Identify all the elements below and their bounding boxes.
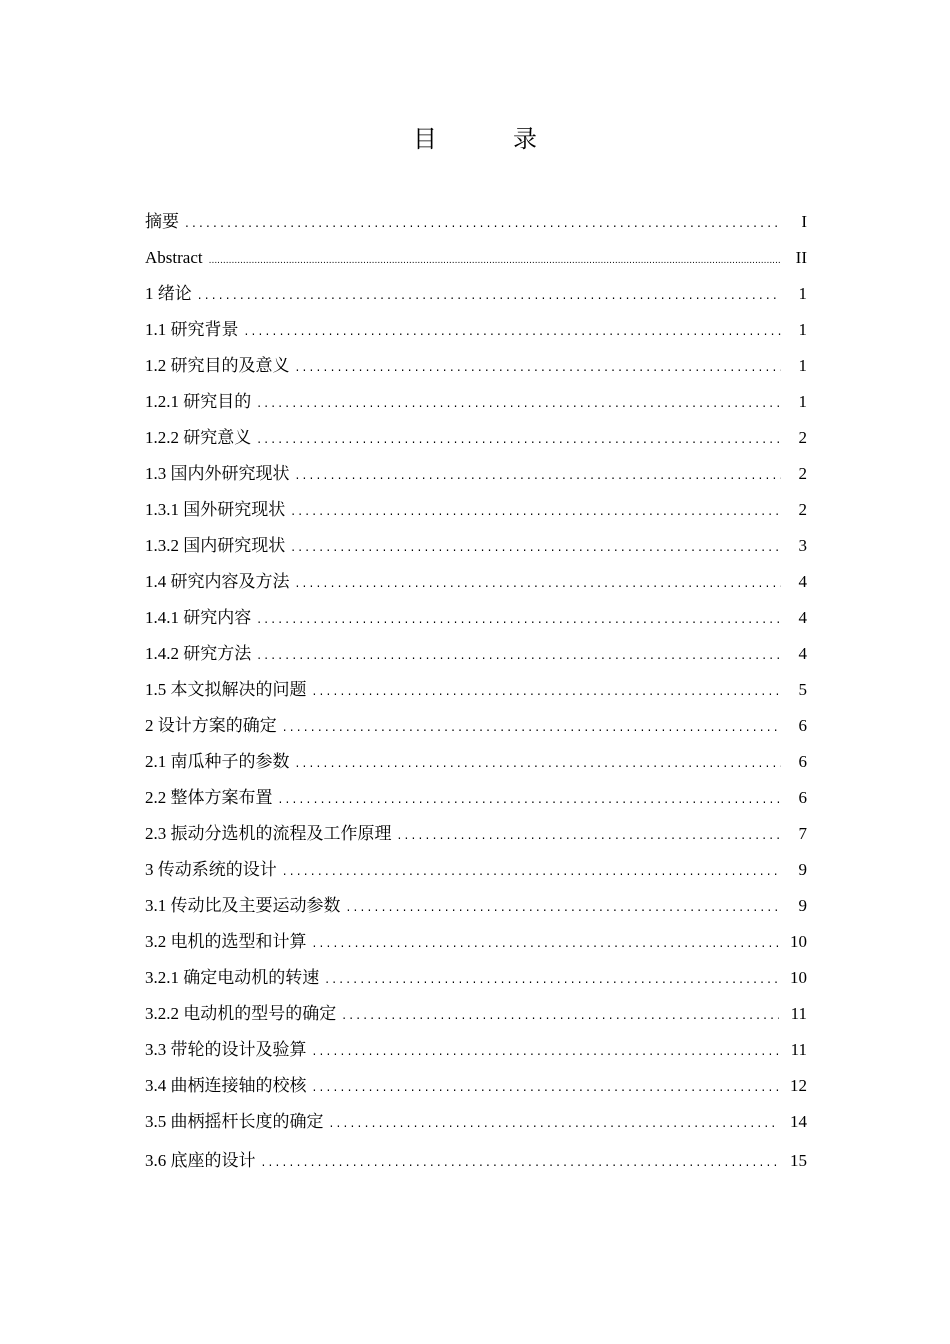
toc-leader-dots	[342, 997, 779, 1033]
toc-leader-dots	[262, 1144, 780, 1180]
toc-entry-abstract-cn[interactable]	[145, 204, 807, 240]
page-title: 目 录	[413, 125, 563, 153]
toc-entry-page: 2	[798, 500, 807, 519]
toc-entry-label: 3.2.2 电动机的型号的确定	[145, 1004, 337, 1023]
toc-entry-label: Abstract	[145, 248, 203, 267]
toc-leader-dots	[291, 493, 781, 529]
toc-entry-label: 1.4.2 研究方法	[145, 644, 252, 663]
toc-leader-dots	[257, 421, 781, 457]
toc-entry[interactable]	[145, 816, 807, 852]
toc-entry-label: 3.6 底座的设计	[145, 1151, 256, 1170]
toc-entry[interactable]	[145, 1104, 807, 1140]
toc-entry-page: I	[801, 212, 807, 231]
toc-leader-dots	[296, 349, 782, 385]
toc-entry-page: 4	[798, 644, 807, 663]
toc-entry-abstract-en[interactable]	[145, 240, 807, 276]
toc-leader-dots	[245, 313, 782, 349]
toc-entry-label: 1 绪论	[145, 284, 192, 303]
toc-entry-label: 1.2 研究目的及意义	[145, 356, 290, 375]
toc-leader-dots	[296, 565, 782, 601]
toc-entry[interactable]	[145, 1032, 807, 1068]
toc-leader-dots	[198, 277, 781, 313]
toc-entry[interactable]	[145, 312, 807, 348]
toc-leader-dots	[296, 457, 782, 493]
toc-entry-label: 1.3 国内外研究现状	[145, 464, 290, 483]
toc-entry[interactable]	[145, 276, 807, 312]
toc-leader-dots	[257, 637, 781, 673]
toc-leader-dots	[257, 601, 781, 637]
toc-entry-page: 9	[798, 860, 807, 879]
toc-entry-label: 1.2.2 研究意义	[145, 428, 252, 447]
toc-entry-page: 6	[798, 788, 807, 807]
toc-entry[interactable]	[145, 708, 807, 744]
toc-entry[interactable]	[145, 924, 807, 960]
toc-entry[interactable]	[145, 636, 807, 672]
toc-entry-label: 3.4 曲柄连接轴的校核	[145, 1076, 307, 1095]
toc-entry-label: 3.3 带轮的设计及验算	[145, 1040, 307, 1059]
toc-entry[interactable]	[145, 852, 807, 888]
toc-entry-page: 10	[790, 968, 807, 987]
toc-entry-page: 14	[790, 1112, 807, 1131]
toc-leader-dots	[185, 205, 781, 241]
toc-leader-dots	[313, 1033, 780, 1069]
toc-entry[interactable]	[145, 996, 807, 1032]
toc-entry-page: 2	[798, 428, 807, 447]
toc-entry-page: 3	[798, 536, 807, 555]
toc-entry-page: 1	[798, 392, 807, 411]
toc-entry-label: 2.2 整体方案布置	[145, 788, 273, 807]
toc-leader-dots	[398, 817, 782, 853]
toc-entry-label: 3.5 曲柄摇杆长度的确定	[145, 1112, 324, 1131]
toc-leader-dots	[313, 673, 782, 709]
toc-leader-dots	[283, 853, 781, 889]
toc-entry-page: 5	[798, 680, 807, 699]
toc-entry[interactable]	[145, 600, 807, 636]
toc-entry-label: 1.2.1 研究目的	[145, 392, 252, 411]
toc-entry[interactable]	[145, 960, 807, 996]
toc-leader-dots	[296, 745, 782, 781]
toc-entry-page: II	[795, 248, 807, 267]
toc-leader-dots	[313, 1069, 780, 1105]
toc-entry-page: 12	[790, 1076, 807, 1095]
toc-entry-label: 3.2.1 确定电动机的转速	[145, 968, 320, 987]
toc-entry-label: 1.4 研究内容及方法	[145, 572, 290, 591]
toc-entry-label: 1.4.1 研究内容	[145, 608, 252, 627]
toc-entry-label: 3.1 传动比及主要运动参数	[145, 896, 341, 915]
toc-entry[interactable]	[145, 492, 807, 528]
toc-entry-page: 6	[798, 716, 807, 735]
toc-leader-dots	[257, 385, 781, 421]
toc-entry-label: 1.5 本文拟解决的问题	[145, 680, 307, 699]
toc-leader-dots	[325, 961, 779, 997]
toc-entry-page: 4	[798, 572, 807, 591]
toc-entry[interactable]	[145, 780, 807, 816]
toc-leader-dots	[313, 925, 780, 961]
toc-entry-page: 15	[790, 1151, 807, 1170]
toc-entry[interactable]	[145, 1143, 807, 1179]
toc-entry-label: 2 设计方案的确定	[145, 716, 277, 735]
toc-entry-label: 1.3.1 国外研究现状	[145, 500, 286, 519]
toc-entry-page: 4	[798, 608, 807, 627]
toc-entry-page: 1	[798, 320, 807, 339]
toc-leader-dots	[330, 1105, 780, 1141]
toc-entry-label: 3 传动系统的设计	[145, 860, 277, 879]
toc-entry[interactable]	[145, 528, 807, 564]
toc-entry-page: 6	[798, 752, 807, 771]
toc-entry-label: 2.1 南瓜种子的参数	[145, 752, 290, 771]
toc-entry-label: 3.2 电机的选型和计算	[145, 932, 307, 951]
toc-entry-page: 7	[798, 824, 807, 843]
toc-leader-dots	[347, 889, 782, 925]
toc-entry-label: 1.1 研究背景	[145, 320, 239, 339]
toc-entry[interactable]	[145, 1068, 807, 1104]
toc-entry-page: 11	[790, 1040, 807, 1059]
toc-entry-page: 9	[798, 896, 807, 915]
toc-leader-dots	[283, 709, 781, 745]
toc-entry-page: 11	[790, 1004, 807, 1023]
toc-entry[interactable]	[145, 348, 807, 384]
toc-entry[interactable]	[145, 888, 807, 924]
table-of-contents	[145, 204, 807, 1179]
toc-entry-page: 1	[798, 356, 807, 375]
toc-entry-page: 2	[798, 464, 807, 483]
toc-entry-page: 10	[790, 932, 807, 951]
toc-entry-label: 2.3 振动分选机的流程及工作原理	[145, 824, 392, 843]
toc-leader-dots	[209, 243, 781, 279]
toc-entry-label: 1.3.2 国内研究现状	[145, 536, 286, 555]
toc-entry[interactable]	[145, 384, 807, 420]
toc-entry[interactable]	[145, 672, 807, 708]
toc-leader-dots	[279, 781, 782, 817]
toc-entry[interactable]	[145, 420, 807, 456]
toc-entry-label: 摘要	[145, 212, 179, 231]
toc-leader-dots	[291, 529, 781, 565]
toc-entry[interactable]	[145, 744, 807, 780]
toc-entry[interactable]	[145, 456, 807, 492]
toc-entry-page: 1	[798, 284, 807, 303]
toc-entry[interactable]	[145, 564, 807, 600]
